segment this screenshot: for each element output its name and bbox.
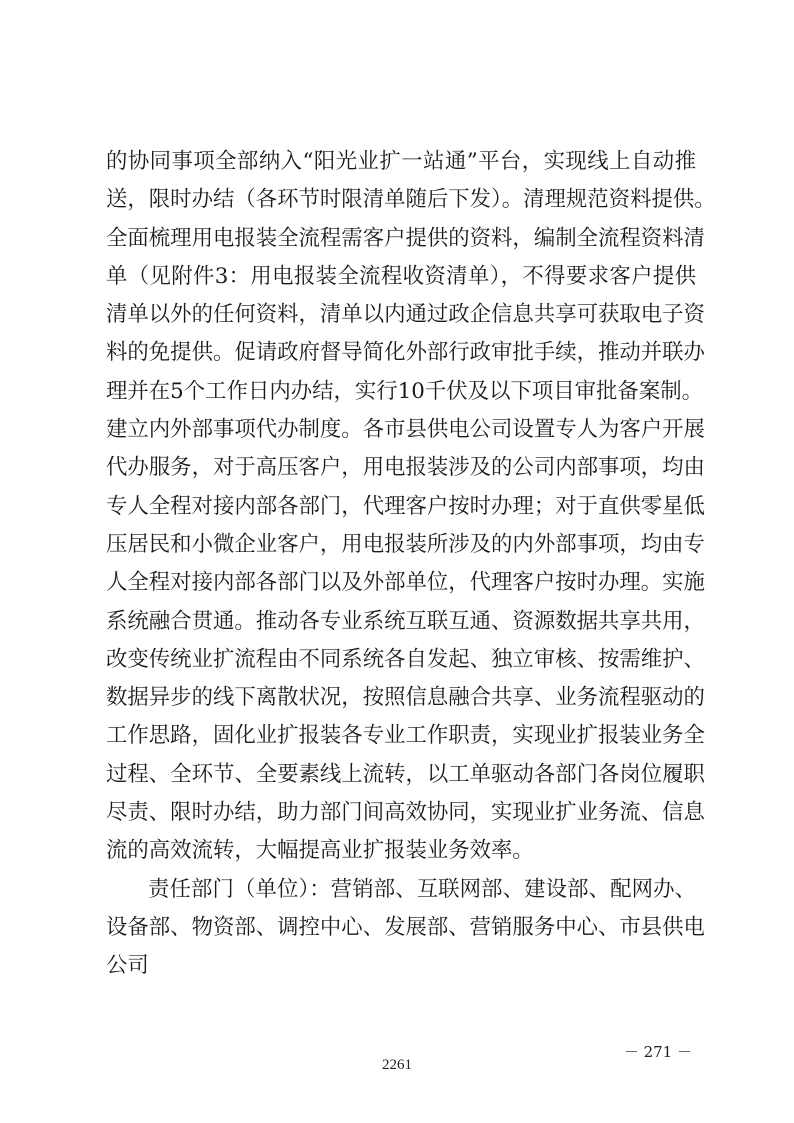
- text-line: 过程、全环节、全要素线上流转，以工单驱动各部门各岗位履职: [106, 761, 705, 787]
- text-line: 全面梳理用电报装全流程需客户提供的资料，编制全流程资料清: [106, 225, 705, 251]
- text-line: 的协同事项全部纳入“阳光业扩一站通”平台，实现线上自动推: [106, 149, 696, 174]
- text-line: 专人全程对接内部各部门，代理客户按时办理；对于直供零星低: [106, 493, 705, 519]
- text-line: 理并在5个工作日内办结，实行10千伏及以下项目审批备案制。: [106, 378, 703, 404]
- text-line: 工作思路，固化业扩报装各专业工作职责，实现业扩报装业务全: [106, 723, 705, 749]
- text-line: 单（见附件3：用电报装全流程收资清单），不得要求客户提供: [106, 263, 696, 289]
- text-line: 压居民和小微企业客户，用电报装所涉及的内外部事项，均由专: [106, 531, 705, 557]
- text-line: 建立内外部事项代办制度。各市县供电公司设置专人为客户开展: [106, 417, 705, 443]
- responsible-departments-line: 责任部门（单位）：营销部、互联网部、建设部、配网办、: [148, 876, 696, 902]
- text-line: 料的免提供。促请政府督导简化外部行政审批手续，推动并联办: [106, 340, 705, 366]
- text-line: 送，限时办结（各环节时限清单随后下发）。清理规范资料提供。: [106, 187, 716, 213]
- page-number: － 271 －: [623, 1043, 692, 1061]
- text-line: 清单以外的任何资料，清单以内通过政企信息共享可获取电子资: [106, 302, 705, 328]
- body-text: [106, 143, 716, 986]
- text-line: 代办服务，对于高压客户，用电报装涉及的公司内部事项，均由: [106, 455, 705, 481]
- responsible-departments-line: 设备部、物资部、调控中心、发展部、营销服务中心、市县供电: [106, 914, 705, 940]
- text-line: 尽责、限时办结，助力部门间高效协同，实现业扩业务流、信息: [106, 800, 705, 826]
- folio-number: 2261: [382, 1057, 412, 1073]
- text-line: 改变传统业扩流程由不同系统各自发起、独立审核、按需维护、: [106, 646, 705, 672]
- text-line: 系统融合贯通。推动各专业系统互联互通、资源数据共享共用，: [106, 608, 705, 634]
- text-line: 流的高效流转，大幅提高业扩报装业务效率。: [106, 838, 534, 864]
- text-line: 人全程对接内部各部门以及外部单位，代理客户按时办理。实施: [106, 570, 705, 596]
- responsible-departments-line: 公司: [106, 953, 149, 979]
- text-line: 数据异步的线下离散状况，按照信息融合共享、业务流程驱动的: [106, 685, 705, 711]
